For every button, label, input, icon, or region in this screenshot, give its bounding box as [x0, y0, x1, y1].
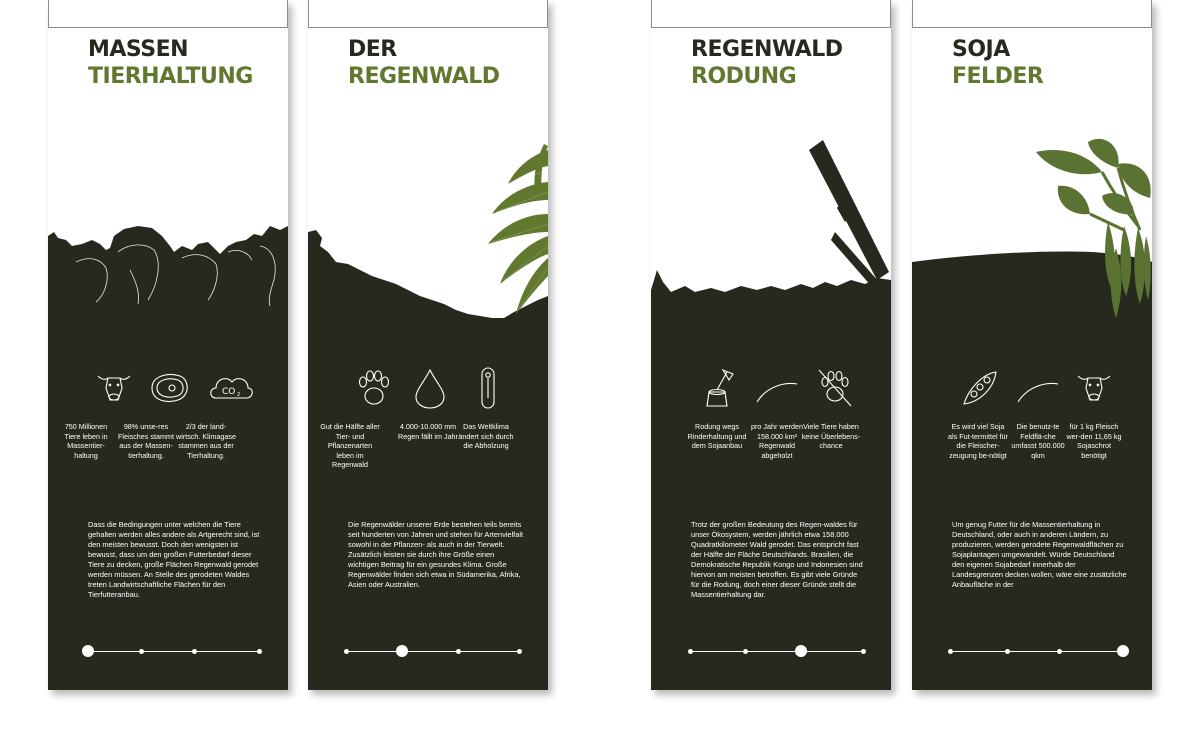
- step-dot-3[interactable]: [456, 649, 461, 654]
- step-dot-4[interactable]: [861, 649, 866, 654]
- co2-cloud-icon: [206, 366, 254, 410]
- svg-text:2: 2: [237, 392, 241, 398]
- title-line-1: DER: [348, 37, 397, 62]
- title-line-1: SOJA: [952, 37, 1010, 62]
- panel-body-text: Um genug Futter für die Massentierhaltung in Deutschland, oder auch in anderen Ländern, zu produzieren, werden gerodete Regenwaldflächen zu Sojaplantagen umgewandelt. Würde Deutschland den eigenen Sojabedarf innerhalb der Landesgrenzen decken wollen, wäre eine zusätzliche Anbaufläche in der: [952, 520, 1127, 589]
- step-dot-3[interactable]: [192, 649, 197, 654]
- title-line-1: MASSEN: [88, 37, 189, 62]
- cow-icon: [1072, 366, 1116, 410]
- stat-soy-feed: Es wird viel Soja als Fut-termittel für die Fleischer-zeugung be-nötigt: [948, 422, 1008, 460]
- panel-title: [348, 36, 500, 90]
- panel-regenwald: [308, 0, 548, 690]
- step-dot-1[interactable]: [82, 645, 94, 657]
- title-line-2: FELDER: [952, 64, 1044, 89]
- stat-climate: Das Weltklima ändert sich durch die Abholzung: [458, 422, 514, 451]
- panel-massentierhaltung: [48, 0, 288, 690]
- step-indicator: [48, 636, 288, 666]
- paw-icon: [352, 366, 396, 410]
- meat-steak-icon: [148, 366, 192, 410]
- stat-soy-per-kg: für 1 kg Fleisch wer-den 11,65 kg Sojaschrot benötigt: [1066, 422, 1122, 460]
- stat-species: Gut die Hälfte aller Tier- und Pflanzenarten leben im Regenwald: [320, 422, 380, 470]
- title-line-2: REGENWALD: [348, 64, 500, 89]
- step-dot-4[interactable]: [257, 649, 262, 654]
- step-dot-1[interactable]: [344, 649, 349, 654]
- thermometer-icon: [476, 366, 500, 410]
- stat-meat-share: 98% unse-res Fleisches stammt aus der Massen-tierhaltung.: [118, 422, 174, 460]
- step-dot-2[interactable]: [139, 649, 144, 654]
- panel-regenwald-rodung: [651, 0, 891, 690]
- panel-body-text: Die Regenwälder unserer Erde bestehen teils bereits seit hunderten von Jahren und stehen für Artenvielfalt sowohl in der Pflanzen- als auch in der Tierwelt. Zusätzlich leisten sie durch ihre Größe einen wichtigen Beitrag für ein gesundes Klima. Große Regenwälder finden sich etwa in Südamerika, Afrika, Asien oder Australien.: [348, 520, 524, 589]
- stat-clearing-reasons: Rodung wegs Rinderhaltung und dem Sojaanbau: [687, 422, 747, 451]
- water-drop-icon: [412, 366, 448, 410]
- panel-body-text: Trotz der großen Bedeutung des Regen-waldes für unser Ökosystem, werden jährlich etwa 158.000 Quadratkilometer Wald gerodet. Das entspricht fast der Hälfte der Fläche Deutschlands. Brasilien, die Demokratische Republik Kongo und Indonesien sind hiervon am meisten betroffen. Es gibt viele Gründe für die Rodung, doch einer dieser Gründe stellt die Massentierhaltung dar.: [691, 520, 863, 599]
- stat-rainfall: 4.000-10.000 mm Regen fällt im Jahr: [398, 422, 458, 441]
- axe-stump-icon: [695, 366, 739, 410]
- step-dot-3[interactable]: [1057, 649, 1062, 654]
- step-dot-4[interactable]: [1117, 645, 1129, 657]
- step-dot-1[interactable]: [688, 649, 693, 654]
- field-hill-icon: [1016, 366, 1060, 410]
- stat-area-per-year: pro Jahr werden 158.000 km² Regenwald abgeholzt: [751, 422, 803, 460]
- stat-animals: 750 Millionen Tiere leben in Massentier-haltung: [64, 422, 108, 460]
- soy-pod-icon: [958, 366, 1002, 410]
- step-dot-4[interactable]: [517, 649, 522, 654]
- panel-title: [952, 36, 1043, 90]
- title-line-2: RODUNG: [691, 64, 797, 89]
- panel-title: [691, 36, 843, 90]
- no-animals-icon: [813, 366, 857, 410]
- step-dot-2[interactable]: [396, 645, 408, 657]
- stat-field-area: Die benutz-te Feldflä-che umfasst 500.000 qkm: [1011, 422, 1065, 460]
- step-dot-1[interactable]: [948, 649, 953, 654]
- panel-title: [88, 36, 253, 90]
- step-indicator: [912, 636, 1152, 666]
- step-dot-2[interactable]: [743, 649, 748, 654]
- stat-animals-survival: Viele Tiere haben keine Überlebens-chance: [801, 422, 861, 451]
- step-dot-3[interactable]: [795, 645, 807, 657]
- panel-soja-felder: [912, 0, 1152, 690]
- step-dot-2[interactable]: [1005, 649, 1010, 654]
- step-indicator: [651, 636, 891, 666]
- cow-icon: [92, 366, 136, 410]
- step-indicator: [308, 636, 548, 666]
- title-line-1: REGENWALD: [691, 37, 843, 62]
- field-hill-icon: [755, 366, 799, 410]
- title-line-2: TIERHALTUNG: [88, 64, 253, 89]
- stat-climate-gases: 2/3 der land-wirtsch. Klimagase stammen aus der Tierhaltung.: [176, 422, 236, 460]
- svg-text:CO: CO: [222, 387, 236, 397]
- panel-body-text: Dass die Bedingungen unter welchen die Tiere gehalten werden alles andere als Artgerecht sind, ist den meisten bewusst. Doch den wenigsten ist bewusst, dass um den großen Futterbedarf dieser Tiere zu decken, große Flächen Regenwald gerodet werden müssen. An Stelle des gerodeten Waldes treten Landwirtschaftliche Flächen für den Tierfutteranbau.: [88, 520, 260, 599]
